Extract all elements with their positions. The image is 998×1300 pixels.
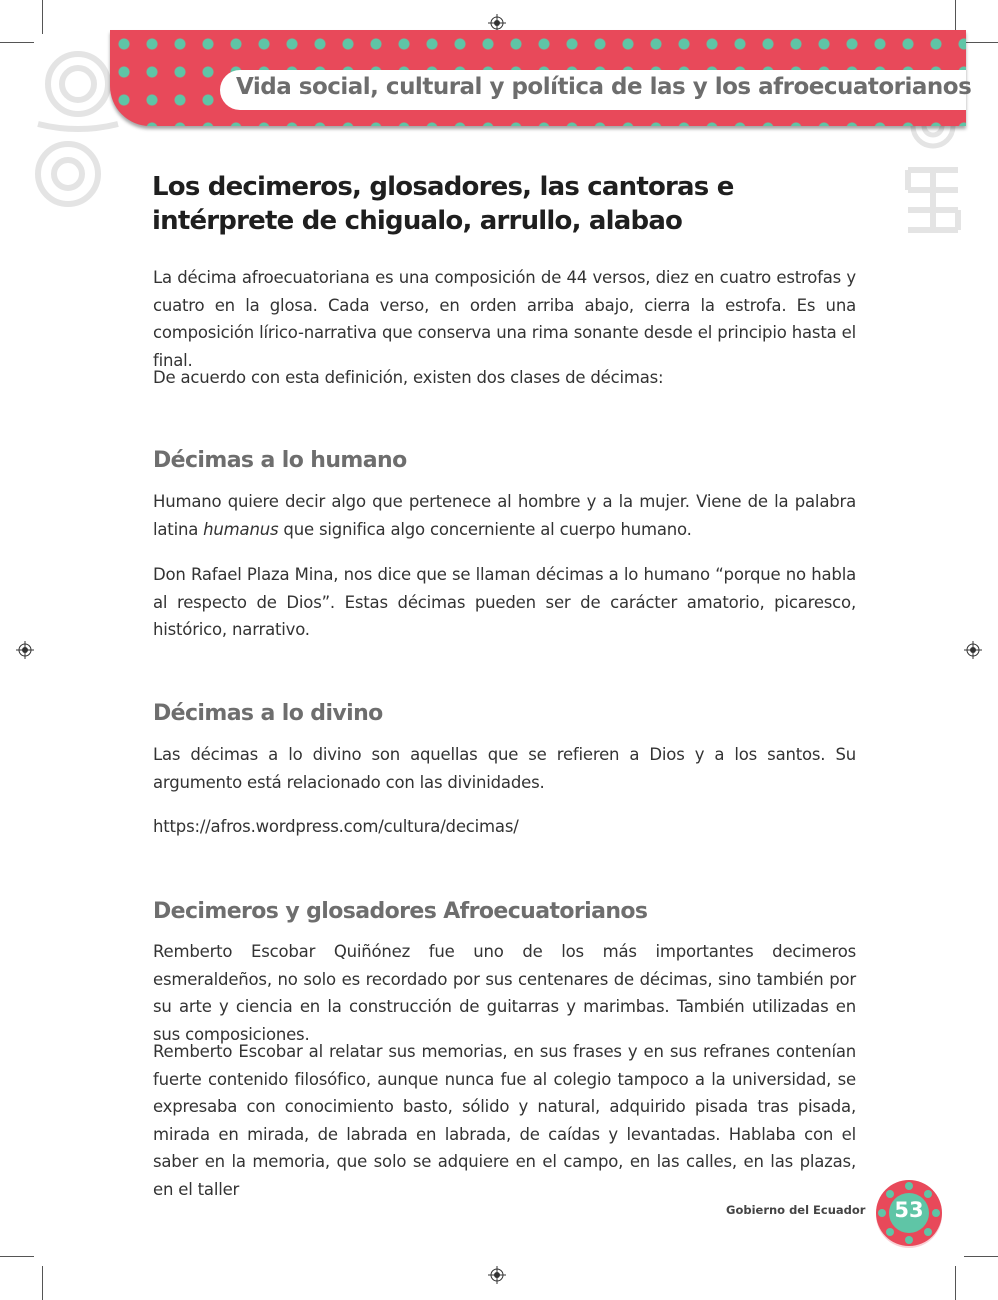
registration-mark-icon: [16, 641, 34, 659]
text-run: que significa algo concerniente al cuerpo humano.: [278, 519, 692, 539]
text-run: Humano quiere decir algo que pertenece al hombre y a la mujer. Viene de la palabra latina: [153, 492, 856, 539]
section-title: Décimas a lo divino: [153, 701, 383, 726]
page-title: Los decimeros, glosadores, las cantoras e intérprete de chigualo, arrullo, alabao: [152, 172, 734, 236]
section-paragraph: Don Rafael Plaza Mina, nos dice que se llaman décimas a lo humano “porque no habla al respecto de Dios”. Estas décimas pueden ser de carácter amatorio, picaresco, histórico, narrativo.: [153, 565, 856, 639]
publisher-label: Gobierno del Ecuador: [726, 1203, 866, 1217]
crop-mark: [955, 0, 956, 34]
intro-paragraph: De acuerdo con esta definición, existen dos clases de décimas:: [153, 368, 664, 387]
registration-mark-icon: [488, 1266, 506, 1284]
crop-mark: [42, 1266, 43, 1300]
section-title: Decimeros y glosadores Afroecuatorianos: [153, 899, 648, 924]
page-number: 53: [894, 1198, 924, 1222]
section-paragraph: Remberto Escobar Quiñónez fue uno de los más importantes decimeros esmeraldeños, no solo es recordado por sus centenares de décimas, sino también por su arte y ciencia en la construcción de guitarras y marimbas. También utilizadas en sus composiciones.: [153, 942, 856, 1044]
adinkra-ornament-icon: [898, 160, 968, 240]
section-title: Décimas a lo humano: [153, 448, 407, 473]
section-paragraph: [153, 488, 856, 543]
source-link[interactable]: https://afros.wordpress.com/cultura/decimas/: [153, 817, 519, 836]
crop-mark: [955, 1266, 956, 1300]
section-paragraph: Las décimas a lo divino son aquellas que se refieren a Dios y a los santos. Su argumento está relacionado con las divinidades.: [153, 745, 856, 792]
crop-mark: [964, 42, 998, 43]
crop-mark: [0, 1256, 34, 1257]
intro-paragraph: La décima afroecuatoriana es una composición de 44 versos, diez en cuatro estrofas y cuatro en la glosa. Cada verso, en orden arriba abajo, cierra la estrofa. Es una composición lírico-narrativa que conserva una rima sonante desde el principio hasta el final.: [153, 268, 856, 370]
registration-mark-icon: [964, 641, 982, 659]
section-paragraph: Remberto Escobar al relatar sus memorias, en sus frases y en sus refranes contenían fuerte contenido filosófico, aunque nunca fue al colegio tampoco a la universidad, se expresaba con conocimiento basto, sólido y natural, adquirido pisada tras pisada, mirada en mirada, de labrada en labrada, de caídas y levantadas. Hablaba con el saber en la memoria, que solo se adquiere en el campo, en las calles, en las plazas, en el taller: [153, 1042, 856, 1199]
crop-mark: [964, 1256, 998, 1257]
chapter-title: Vida social, cultural y política de las y los afroecuatorianos: [236, 74, 972, 100]
italic-term: humanus: [203, 519, 279, 539]
